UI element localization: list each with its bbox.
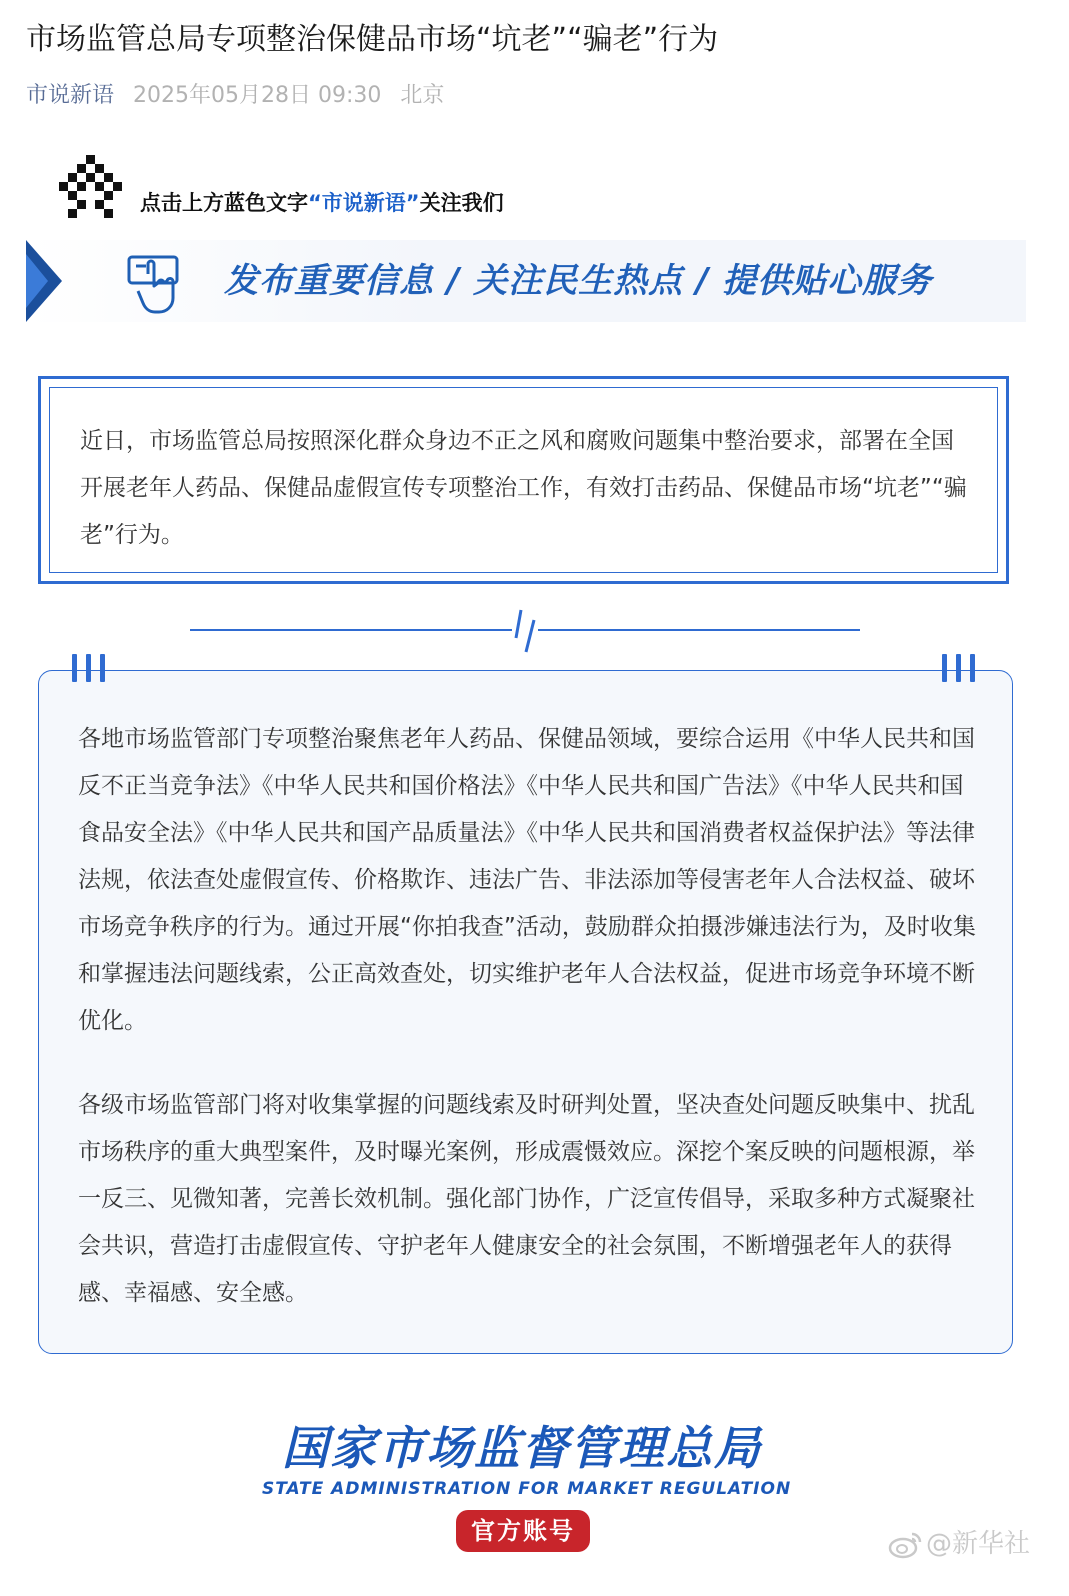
lead-paragraph: 近日，市场监管总局按照深化群众身边不正之风和腐败问题集中整治要求，部署在全国开展老年人药品、保健品虚假宣传专项整治工作，有效打击药品、保健品市场“坑老”“骗老”行为。 [80, 428, 967, 548]
touch-hand-icon [126, 254, 182, 314]
follow-prompt [56, 155, 756, 219]
org-name-cn: 国家市场监督管理总局 [282, 1421, 762, 1475]
article-meta [26, 80, 444, 112]
weibo-icon [888, 1531, 922, 1559]
slogan-banner [26, 240, 1026, 322]
body-paragraph-1: 各地市场监管部门专项整治聚焦老年人药品、保健品领域，要综合运用《中华人民共和国反不正当竞争法》《中华人民共和国价格法》《中华人民共和国广告法》《中华人民共和国食品安全法》《中华人民共和国产品质量法》《中华人民共和国消费者权益保护法》等法律法规，依法查处虚假宣传、价格欺诈、违法广告、非法添加等侵害老年人合法权益、破坏市场竞争秩序的行为。通过开展“你拍我查”活动，鼓励群众拍摄涉嫌违法行为，及时收集和掌握违法问题线索，公正高效查处，切实维护老年人合法权益，促进市场竞争环境不断优化。 [78, 726, 976, 1034]
follow-prefix: 点击上方蓝色文字 [140, 191, 308, 215]
org-name-en: STATE ADMINISTRATION FOR MARKET REGULATION [262, 1479, 792, 1499]
follow-suffix: 关注我们 [419, 191, 504, 215]
article-title: 市场监管总局专项整治保健品市场“坑老”“骗老”行为 [26, 22, 719, 57]
body-paragraph-2: 各级市场监管部门将对收集掌握的问题线索及时研判处置，坚决查处问题反映集中、扰乱市场秩序的重大典型案件，及时曝光案例，形成震慑效应。深挖个案反映的问题根源，举一反三、见微知著，完善长效机制。强化部门协作，广泛宣传倡导，采取多种方式凝聚社会共识，营造打击虚假宣传、守护老年人健康安全的社会氛围，不断增强老年人的获得感、幸福感、安全感。 [78, 1092, 975, 1306]
follow-text [140, 188, 504, 218]
chevron-right-icon [26, 240, 66, 322]
lead-box [38, 376, 1009, 584]
banner-slogan: 发布重要信息 / 关注民生热点 / 提供贴心服务 [224, 261, 933, 301]
account-name-link[interactable]: 市说新语 [26, 83, 115, 108]
arrow-up-pixel-icon [56, 155, 126, 219]
decor-bars-left [72, 654, 108, 682]
watermark-text: @新华社 [926, 1529, 1031, 1559]
official-account-badge: 官方账号 [456, 1510, 590, 1552]
samr-logo [262, 1418, 792, 1500]
decor-bars-right [942, 654, 978, 682]
publish-location: 北京 [400, 83, 445, 108]
follow-account-highlight[interactable]: “市说新语” [308, 191, 420, 215]
lead-inner-border [49, 387, 998, 573]
publish-date: 2025年05月28日 09:30 [133, 83, 382, 108]
section-divider [188, 604, 868, 656]
watermark [888, 1526, 1030, 1562]
